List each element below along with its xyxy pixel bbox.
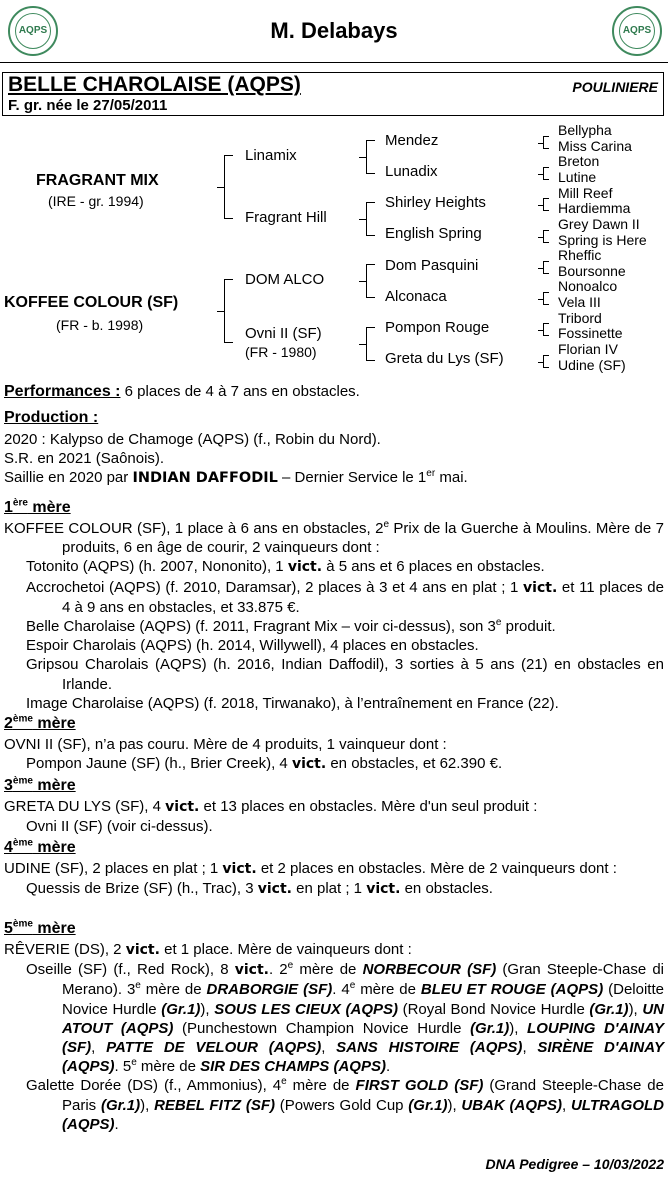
gen3-name: Mendez	[385, 132, 439, 149]
gen4-name: Tribord	[558, 310, 602, 326]
aqps-logo-left	[8, 6, 58, 56]
pedigree-bracket	[366, 202, 375, 236]
pedigree-bracket	[366, 264, 375, 298]
header-divider	[0, 62, 668, 63]
m4-text: UDINE (SF), 2 places en plat ; 1 vict. et 2 places en obstacles. Mère de 2 vainqueurs dont : Quessis de Brize (SF) (h., Trac), 3 vict. en plat ; 1 vict. en obstacles.	[4, 860, 617, 898]
gen4-name: Spring is Here	[558, 232, 647, 248]
m5-label: 5ème mère	[4, 918, 76, 937]
m2-text: OVNI II (SF), n’a pas couru. Mère de 4 produits, 1 vainqueur dont : Pompon Jaune (SF) (h., Brier Creek), 4 vict. en obstacles, et 62.390 €.	[4, 736, 503, 773]
m3-label: 3ème mère	[4, 775, 76, 794]
production-text: 2020 : Kalypso de Chamoge (AQPS) (f., Robin du Nord). S.R. en 2021 (Saônois). Saillie en 2020 par INDIAN DAFFODIL – Dernier Service le 1er mai.	[4, 431, 468, 487]
gen4-name: Lutine	[558, 169, 597, 185]
gen4-name: Udine (SF)	[558, 357, 626, 373]
gen2-name: Ovni II (SF)	[245, 325, 322, 342]
gen4-name: Vela III	[558, 294, 601, 310]
gen4-name: Grey Dawn II	[558, 216, 640, 232]
m2-label: 2ème mère	[4, 713, 76, 732]
gen4-name: Fossinette	[558, 325, 623, 341]
pedigree-bracket	[543, 261, 549, 274]
pedigree-bracket	[366, 140, 375, 174]
gen4-name: Nonoalco	[558, 278, 618, 294]
gen4-name: Bellypha	[558, 122, 612, 138]
gen4-name: Miss Carina	[558, 138, 632, 154]
gen3-name: Greta du Lys (SF)	[385, 350, 504, 367]
m4-label: 4ème mère	[4, 837, 76, 856]
m5-text: RÊVERIE (DS), 2 vict. et 1 place. Mère de vainqueurs dont : Oseille (SF) (f., Red Rock), 8 vict.. 2e mère de NORBECOUR (SF) (Gran Steeple-Chase di Merano). 3e mère de DRABORGIE (SF). 4e mère de BLEU ET ROUGE (AQPS) (Deloitte Novice Hurdle (Gr.1)), SOUS LES CIEUX (AQPS) (Royal Bond Novice Hurdle (Gr.1)), UN ATOUT (AQPS) (Punchestown Champion Novice Hurdle (Gr.1)), LOUPING D'AINAY (SF), PATTE DE VELOUR (AQPS), SANS HISTOIRE (AQPS), SIRÈNE D'AINAY (AQPS). 5e mère de SIR DES CHAMPS (AQPS). Galette Dorée (DS) (f., Ammonius), 4e mère de FIRST GOLD (SF) (Grand Steeple-Chase de Paris (Gr.1)), REBEL FITZ (SF) (Powers Gold Cup (Gr.1)), UBAK (AQPS), ULTRAGOLD (AQPS).	[4, 941, 665, 1133]
performances-text: 6 places de 4 à 7 ans en obstacles.	[120, 383, 360, 400]
pedigree-bracket	[543, 292, 549, 305]
pedigree-bracket	[543, 323, 549, 336]
aqps-logo-right	[612, 6, 662, 56]
dam-name: KOFFEE COLOUR (SF)	[4, 294, 179, 311]
performances-label: Performances :	[4, 383, 121, 400]
gen3-name: Shirley Heights	[385, 194, 486, 211]
m1-label: 1ère mère	[4, 497, 71, 516]
pedigree-bracket	[543, 136, 549, 149]
gen2-info: (FR - 1980)	[245, 344, 317, 360]
footer-credit: DNA Pedigree – 10/03/2022	[485, 1156, 664, 1172]
owner-name: M. Delabays	[270, 18, 398, 43]
gen4-name: Florian IV	[558, 341, 618, 357]
gen3-name: Dom Pasquini	[385, 257, 479, 274]
gen3-name: Pompon Rouge	[385, 319, 490, 336]
dam-info: (FR - b. 1998)	[56, 317, 144, 333]
gen2-name: Linamix	[245, 147, 297, 164]
gen4-name: Breton	[558, 153, 600, 169]
horse-details: F. gr. née le 27/05/2011	[8, 97, 168, 114]
pedigree-bracket	[224, 155, 233, 219]
gen3-name: Lunadix	[385, 163, 438, 180]
gen2-name: DOM ALCO	[245, 271, 325, 288]
m1-text: KOFFEE COLOUR (SF), 1 place à 6 ans en obstacles, 2e Prix de la Guerche à Moulins. Mère de 7 produits, 6 en âge de courir, 2 vainqueurs dont : Totonito (AQPS) (h. 2007, Nononito), 1 vict. à 5 ans et 6 places en obstacles. Accrochetoi (AQPS) (f. 2010, Daramsar), 2 places à 3 et 4 ans en plat ; 1 vict. et 11 places de 4 à 9 ans en obstacles, et 33.875 €. Belle Charolaise (AQPS) (f. 2011, Fragrant Mix – voir ci-dessus), son 3e produit. Espoir Charolais (AQPS) (h. 2014, Willywell), 4 places en obstacles. Gripsou Charolais (AQPS) (h. 2016, Indian Daffodil), 3 sorties à 5 ans (21) en obstacles en Irlande. Image Charolaise (AQPS) (f. 2018, Tirwanako), à l’entraînement en France (22).	[4, 519, 664, 712]
pedigree-bracket	[366, 327, 375, 361]
pedigree-bracket	[543, 355, 549, 368]
performances	[4, 383, 360, 401]
horse-category: POULINIERE	[572, 79, 658, 95]
pedigree-bracket	[543, 167, 549, 180]
production-label: Production :	[4, 409, 99, 426]
gen2-name: Fragrant Hill	[245, 209, 327, 226]
gen3-name: Alconaca	[385, 288, 447, 305]
logo-text: AQPS	[18, 25, 48, 36]
gen3-name: English Spring	[385, 225, 482, 242]
pedigree-bracket	[543, 230, 549, 243]
gen4-name: Boursonne	[558, 263, 626, 279]
gen4-name: Rheffic	[558, 247, 602, 263]
pedigree-bracket	[224, 279, 233, 343]
sire-info: (IRE - gr. 1994)	[48, 193, 144, 209]
logo-text: AQPS	[622, 25, 652, 36]
horse-name: BELLE CHAROLAISE (AQPS)	[8, 73, 301, 96]
pedigree-bracket	[543, 198, 549, 211]
gen4-name: Mill Reef	[558, 185, 613, 201]
sire-name: FRAGRANT MIX	[36, 172, 159, 189]
m3-text: GRETA DU LYS (SF), 4 vict. et 13 places en obstacles. Mère d'un seul produit : Ovni II (SF) (voir ci-dessus).	[4, 798, 538, 836]
gen4-name: Hardiemma	[558, 200, 631, 216]
